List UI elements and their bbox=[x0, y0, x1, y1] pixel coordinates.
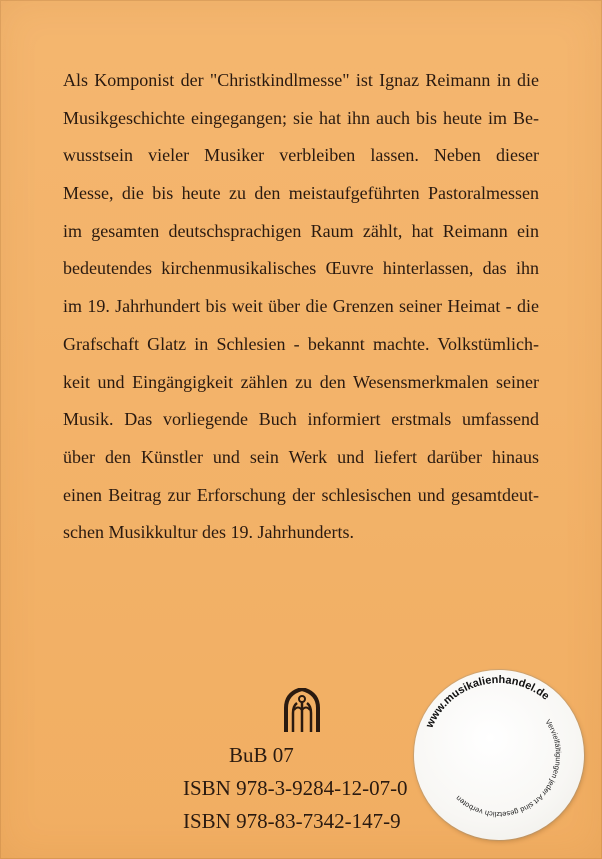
retailer-sticker bbox=[414, 670, 584, 840]
blurb-line: Grafschaft Glatz in Schlesien - bekannt machte. Volkstümlich- bbox=[63, 333, 539, 354]
blurb-line: über den Künstler und sein Werk und liefert darüber hinaus bbox=[63, 446, 539, 467]
series-code: BuB 07 bbox=[229, 743, 294, 767]
blurb-line: bedeutendes kirchenmusikalisches Œuvre hinterlassen, das ihn bbox=[63, 258, 539, 279]
blurb-line: wusstsein vieler Musiker verbleiben lassen. Neben dieser bbox=[63, 145, 539, 166]
gothic-window-logo-icon bbox=[283, 688, 321, 732]
svg-text:Vervielfältigungen jeder Art s bbox=[454, 718, 563, 819]
blurb-line: keit und Eingängigkeit zählen zu den Wesensmerkmalen seiner bbox=[63, 371, 539, 392]
blurb-text bbox=[63, 62, 539, 552]
publisher-codes bbox=[183, 739, 433, 838]
svg-text:www.musikalienhandel.de bbox=[423, 674, 551, 731]
blurb-line: im 19. Jahrhundert bis weit über die Grenzen seiner Heimat - die bbox=[63, 296, 539, 317]
sticker-notice: Vervielfältigungen jeder Art sind gesetzlich verboten bbox=[453, 717, 564, 820]
isbn-1: ISBN 978-3-9284-12-07-0 bbox=[183, 776, 408, 800]
blurb-line: einen Beitrag zur Erforschung der schlesischen und gesamtdeut- bbox=[63, 484, 539, 505]
sticker-url: www.musikalienhandel.de bbox=[423, 673, 552, 730]
blurb-line: Musik. Das vorliegende Buch informiert erstmals umfassend bbox=[63, 409, 539, 430]
blurb-line: Messe, die bis heute zu den meistaufgeführten Pastoralmessen bbox=[63, 183, 539, 204]
blurb-line: im gesamten deutschsprachigen Raum zählt, hat Reimann ein bbox=[63, 220, 539, 241]
blurb-line: Als Komponist der "Christkindlmesse" ist Ignaz Reimann in die bbox=[63, 70, 539, 90]
blurb-line: Musikgeschichte eingegangen; sie hat ihn auch bis heute im Be- bbox=[63, 107, 539, 128]
isbn-2: ISBN 978-83-7342-147-9 bbox=[183, 809, 401, 833]
blurb-line: schen Musikkultur des 19. Jahrhunderts. bbox=[63, 522, 354, 543]
